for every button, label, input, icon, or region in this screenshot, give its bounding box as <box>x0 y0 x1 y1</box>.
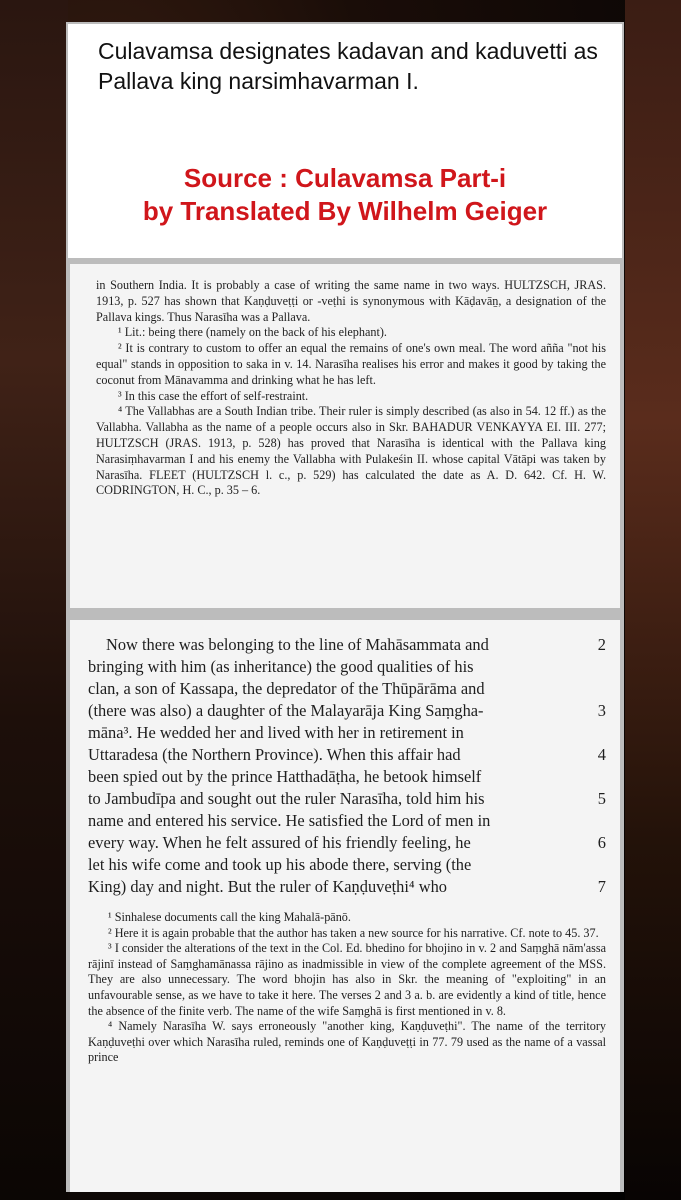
verse-line: (there was also) a daughter of the Malayarāja King Saṃgha- 3 <box>88 701 606 720</box>
verse-line: Now there was belonging to the line of Mahāsammata and 2 <box>106 635 606 654</box>
verse-line: name and entered his service. He satisfied the Lord of men in <box>88 811 491 830</box>
page1-footnote-4: ⁴ The Vallabhas are a South Indian tribe. Their ruler is simply described (as also in 54. 12 ff.) as the Vallabha. Vallabha as the name of a people occurs also in Skr. BAHADUR VENKAYYA EI. III. 277; HULTZSCH (JRAS. 1913, p. 528) has proved that Narasīha is identical with the Pallava king Narasiṃhavarman I and his enemy the Vallabha with Pulakeśin II. whose capital Vātāpi was taken by Narasīha. FLEET (HULTZSCH l. c., p. 529) has calculated the date as A. D. 642. Cf. H. W. CODRINGTON, H. C., p. 35 – 6. <box>96 404 606 498</box>
verse-line: let his wife come and took up his abode there, serving (the <box>88 855 472 874</box>
verse-line: clan, a son of Kassapa, the depredator of the Thūpārāma and <box>88 679 485 698</box>
verse-line: King) day and night. But the ruler of Kaṇḍuveṭhi⁴ who 7 <box>88 877 606 896</box>
verse-line: māna³. He wedded her and lived with her in retirement in <box>88 723 464 742</box>
page1-paragraph: in Southern India. It is probably a case of writing the same name in two ways. HULTZSCH, JRAS. 1913, p. 527 has shown that Kaṇḍuveṭṭi or -veṭhi is synonymous with Kāḍavāṉ, a designation of the Pallava kings. Thus Narasīha was a Pallava. <box>96 278 606 324</box>
verse-line: to Jambudīpa and sought out the ruler Narasīha, told him his 5 <box>88 789 606 808</box>
source-caption <box>68 162 622 228</box>
verse-line: been spied out by the prince Hatthadāṭha, he betook himself <box>88 767 482 786</box>
book-page-excerpt-1 <box>70 264 620 608</box>
source-line-1: Source : Culavamsa Part-i <box>183 163 507 193</box>
background-left-panel <box>0 0 68 1200</box>
background-right-panel <box>625 0 681 1200</box>
page1-footnote-1: ¹ Lit.: being there (namely on the back of his elephant). <box>118 325 387 340</box>
verse-line: every way. When he felt assured of his friendly feeling, he 6 <box>88 833 606 852</box>
header-card <box>68 24 622 258</box>
page2-footnotes <box>88 910 606 1066</box>
post-title: Culavamsa designates kadavan and kaduvetti as Pallava king narsimhavarman I. <box>98 38 598 94</box>
page1-footnote-2: ² It is contrary to custom to offer an equal the remains of one's own meal. The word añña "not his equal" stands in opposition to saka in v. 14. Narasīha realises his error and makes it good by taking the coconut from Mānavamma and drinking what he has left. <box>96 341 606 387</box>
page1-footnote-3: ³ In this case the effort of self-restraint. <box>118 388 309 403</box>
verse-line: Uttaradesa (the Northern Province). When this affair had 4 <box>88 745 606 764</box>
page2-footnote-1: ¹ Sinhalese documents call the king Mahalā-pānō. <box>108 910 351 924</box>
source-line-2: by Translated By Wilhelm Geiger <box>142 196 548 226</box>
page2-footnote-3: ³ I consider the alterations of the text in the Col. Ed. bhedino for bhojino in v. 2 and Saṃghā nām'assa rājinī instead of Saṃghamānassa rājino as inadmissible in view of the complete agreement of the MSS. They are also unnecessary. The word bhojin has also in Skr. the meaning of "exploiting" in an unfavourable sense, as we have to take it here. The verses 2 and 3 a. b. are evidently a kind of title, hence the absence of the finite verb. The name of the wife Saṃghā is first mentioned in v. 8. <box>88 941 606 1018</box>
page2-footnote-2: ² Here it is again probable that the author has taken a new source for his narrative. Cf. note to 45. 37. <box>108 925 599 940</box>
verse-line: bringing with him (as inheritance) the good qualities of his <box>88 657 474 676</box>
book-page-excerpt-2 <box>70 620 620 1192</box>
page2-footnote-4: ⁴ Namely Narasīha W. says erroneously "another king, Kaṇḍuveṭhi". The name of the territory Kaṇḍuveṭhi over which Narasīha ruled, reminds one of Kaṇḍuveṭṭi in 77. 79 used as the name of a vassal prince <box>88 1019 606 1065</box>
